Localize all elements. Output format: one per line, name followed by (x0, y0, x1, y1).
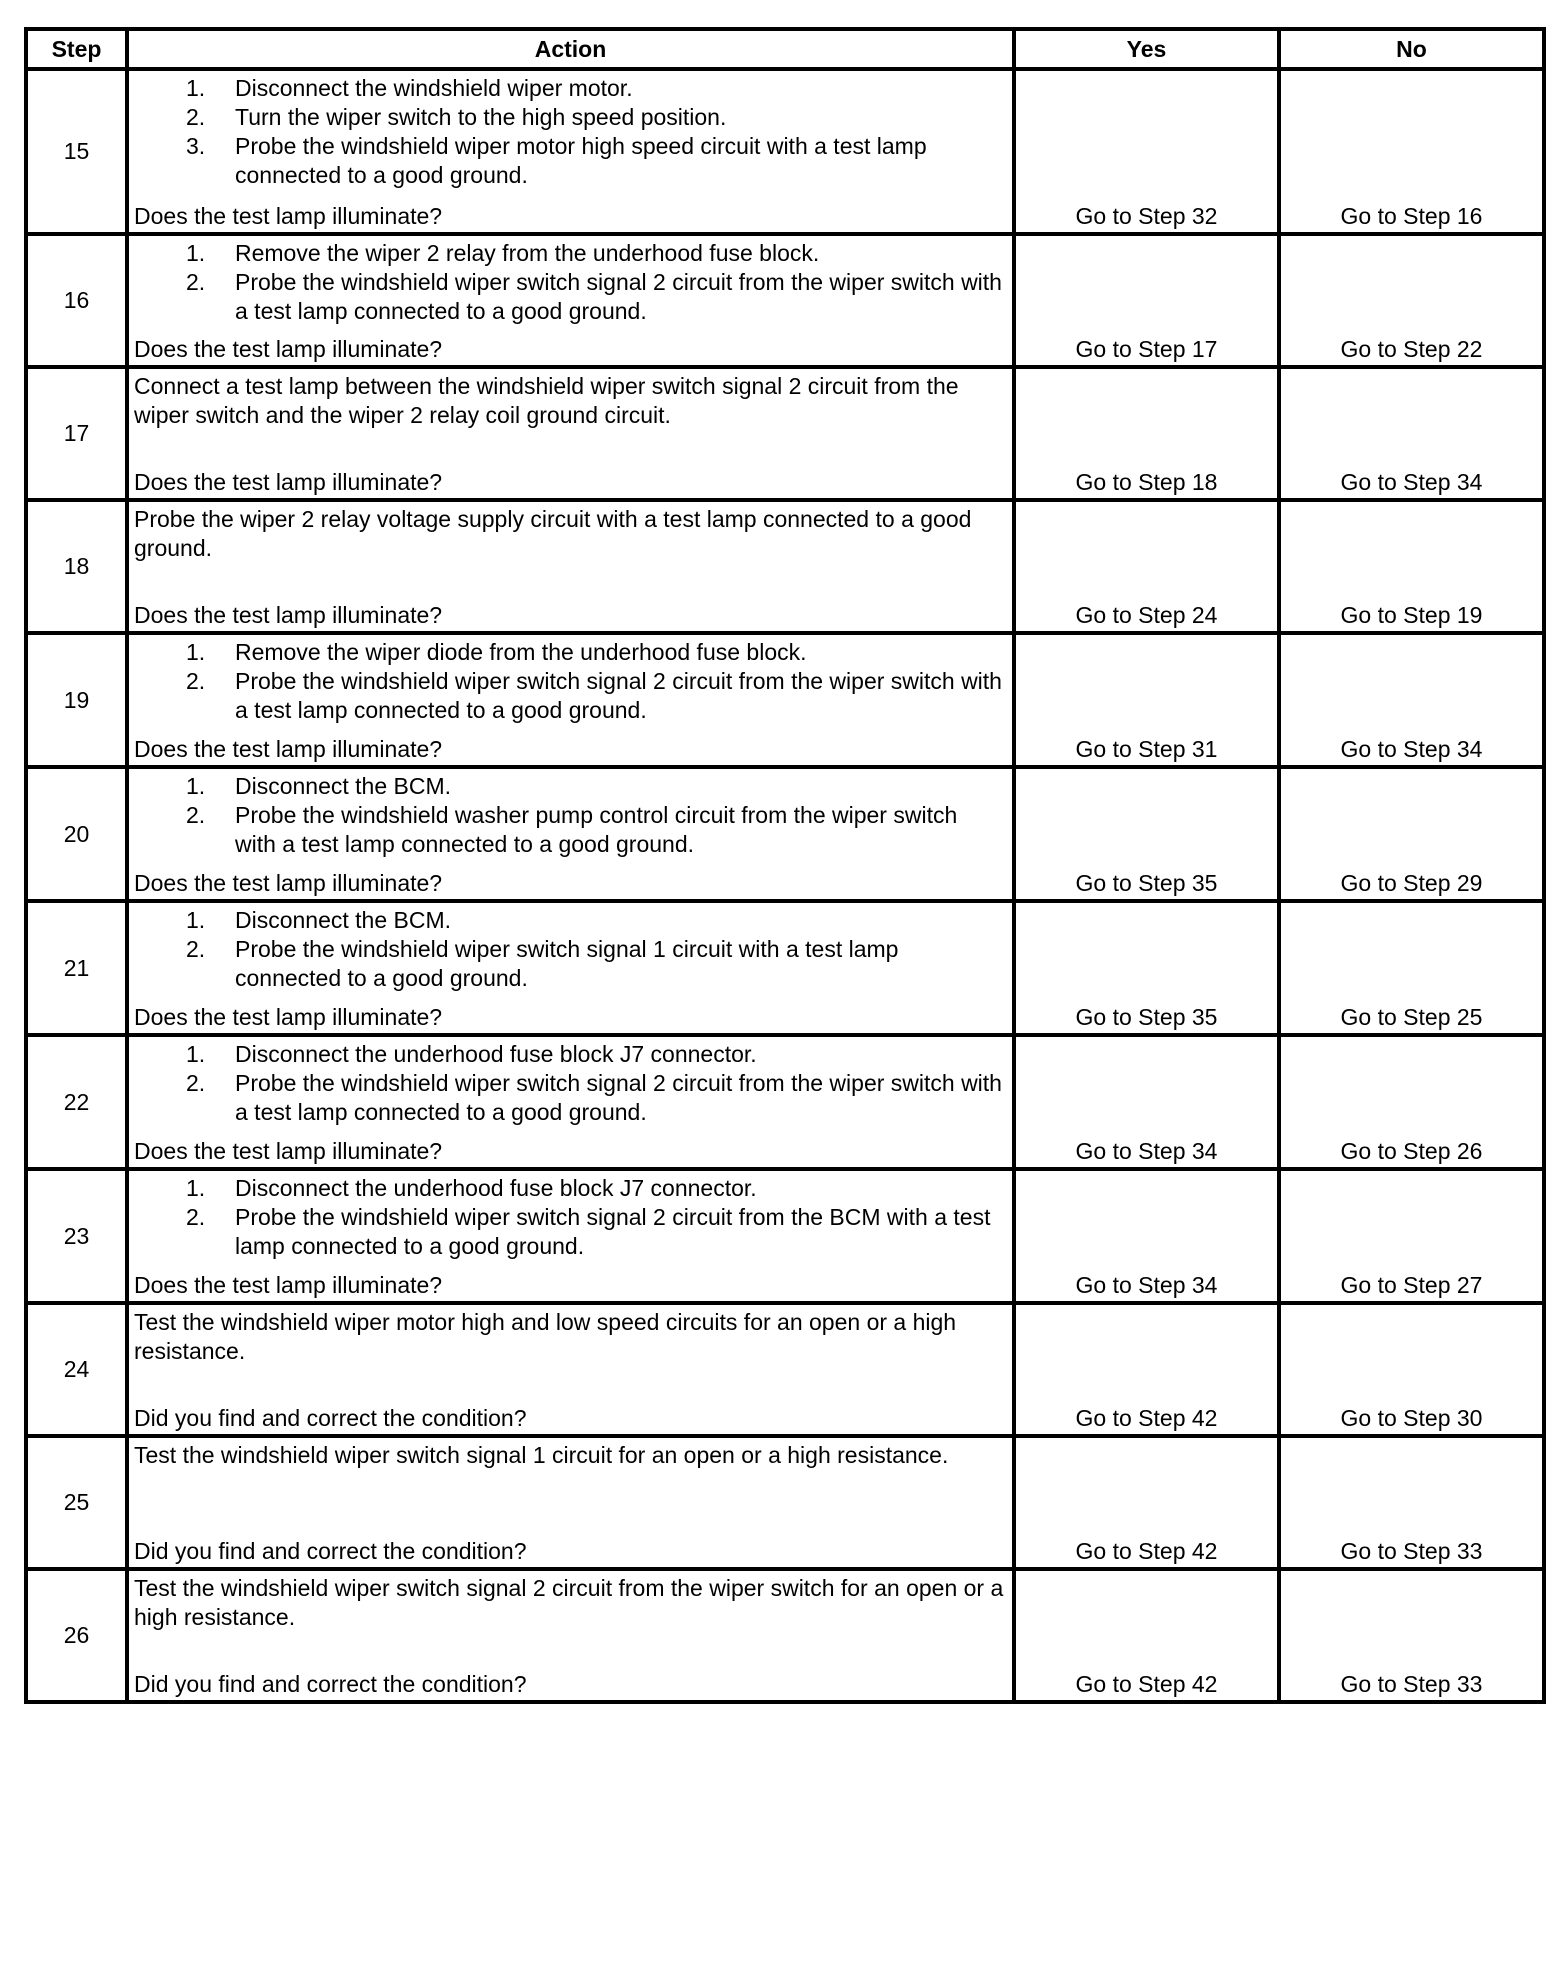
instruction-item (134, 801, 1004, 859)
step-number: 22 (26, 1035, 127, 1169)
action-instructions (129, 1305, 1012, 1366)
action-question: Does the test lamp illuminate? (134, 736, 443, 762)
no-cell (1279, 1169, 1544, 1303)
no-cell (1279, 1303, 1544, 1436)
step-number: 20 (26, 767, 127, 901)
yes-cell (1014, 1035, 1279, 1169)
action-cell (127, 633, 1014, 767)
no-goto-link: Go to Step 16 (1340, 203, 1483, 229)
instruction-number: 3. (186, 133, 206, 159)
table-row (26, 1436, 1544, 1569)
step-number: 17 (26, 367, 127, 500)
action-instructions (129, 236, 1012, 326)
instruction-number: 1. (186, 240, 206, 266)
step-number: 21 (26, 901, 127, 1035)
action-text: Probe the wiper 2 relay voltage supply circuit with a test lamp connected to a good ground. (134, 506, 972, 561)
table-body (26, 69, 1544, 1702)
table-row (26, 1169, 1544, 1303)
no-goto-link: Go to Step 22 (1340, 336, 1483, 362)
action-question: Does the test lamp illuminate? (134, 870, 443, 896)
table-row (26, 1569, 1544, 1702)
no-goto-link: Go to Step 30 (1340, 1405, 1483, 1431)
header-step: Step (26, 29, 127, 69)
yes-cell (1014, 500, 1279, 633)
instruction-text: Probe the windshield wiper motor high speed circuit with a test lamp connected to a good ground. (235, 133, 927, 188)
yes-cell (1014, 767, 1279, 901)
no-cell (1279, 367, 1544, 500)
yes-goto-link: Go to Step 42 (1075, 1538, 1218, 1564)
instruction-list (134, 1174, 1004, 1261)
instruction-number: 1. (186, 1175, 206, 1201)
instruction-text: Remove the wiper 2 relay from the underhood fuse block. (235, 240, 820, 266)
table-header (26, 29, 1544, 69)
yes-goto-link: Go to Step 18 (1075, 469, 1218, 495)
action-instructions (129, 1171, 1012, 1261)
yes-goto-link: Go to Step 24 (1075, 602, 1218, 628)
header-yes: Yes (1014, 29, 1279, 69)
yes-cell (1014, 1169, 1279, 1303)
action-cell (127, 69, 1014, 234)
instruction-item (134, 132, 1004, 190)
table-row (26, 633, 1544, 767)
action-cell (127, 1035, 1014, 1169)
instruction-item (134, 935, 1004, 993)
no-goto-link: Go to Step 25 (1340, 1004, 1483, 1030)
table-row (26, 234, 1544, 367)
instruction-number: 1. (186, 773, 206, 799)
table-row (26, 901, 1544, 1035)
action-question: Did you find and correct the condition? (134, 1405, 527, 1431)
action-instructions (129, 769, 1012, 859)
instruction-text: Probe the windshield wiper switch signal 2 circuit from the wiper switch with a test lamp connected to a good ground. (235, 269, 1002, 324)
instruction-number: 2. (186, 269, 206, 295)
instruction-number: 2. (186, 104, 206, 130)
step-number: 18 (26, 500, 127, 633)
instruction-list (134, 638, 1004, 725)
action-cell (127, 1303, 1014, 1436)
yes-goto-link: Go to Step 17 (1075, 336, 1218, 362)
yes-cell (1014, 69, 1279, 234)
instruction-list (134, 74, 1004, 190)
action-instructions (129, 903, 1012, 993)
no-cell (1279, 500, 1544, 633)
instruction-list (134, 1040, 1004, 1127)
header-action: Action (127, 29, 1014, 69)
yes-goto-link: Go to Step 34 (1075, 1138, 1218, 1164)
table-row (26, 69, 1544, 234)
no-goto-link: Go to Step 34 (1340, 469, 1483, 495)
no-goto-link: Go to Step 33 (1340, 1538, 1483, 1564)
step-number: 23 (26, 1169, 127, 1303)
step-number: 15 (26, 69, 127, 234)
no-cell (1279, 1569, 1544, 1702)
action-instructions (129, 635, 1012, 725)
instruction-number: 2. (186, 936, 206, 962)
action-cell (127, 234, 1014, 367)
yes-goto-link: Go to Step 35 (1075, 1004, 1218, 1030)
table-row (26, 1035, 1544, 1169)
instruction-text: Disconnect the BCM. (235, 773, 452, 799)
instruction-item (134, 268, 1004, 326)
yes-goto-link: Go to Step 32 (1075, 203, 1218, 229)
instruction-item (134, 239, 1004, 268)
no-cell (1279, 1436, 1544, 1569)
instruction-text: Turn the wiper switch to the high speed position. (235, 104, 727, 130)
action-question: Did you find and correct the condition? (134, 1671, 527, 1697)
action-question: Does the test lamp illuminate? (134, 1272, 443, 1298)
yes-cell (1014, 1569, 1279, 1702)
header-no: No (1279, 29, 1544, 69)
action-cell (127, 1169, 1014, 1303)
action-instructions (129, 71, 1012, 190)
instruction-text: Probe the windshield washer pump control circuit from the wiper switch with a test lamp connected to a good ground. (235, 802, 958, 857)
instruction-list (134, 772, 1004, 859)
table-row (26, 367, 1544, 500)
action-text: Test the windshield wiper switch signal 2 circuit from the wiper switch for an open or a high resistance. (134, 1575, 1004, 1630)
yes-goto-link: Go to Step 35 (1075, 870, 1218, 896)
no-cell (1279, 69, 1544, 234)
yes-cell (1014, 633, 1279, 767)
action-instructions (129, 1438, 1012, 1470)
action-question: Does the test lamp illuminate? (134, 336, 443, 362)
yes-goto-link: Go to Step 34 (1075, 1272, 1218, 1298)
action-cell (127, 901, 1014, 1035)
no-goto-link: Go to Step 19 (1340, 602, 1483, 628)
no-goto-link: Go to Step 33 (1340, 1671, 1483, 1697)
no-goto-link: Go to Step 29 (1340, 870, 1483, 896)
instruction-text: Remove the wiper diode from the underhood fuse block. (235, 639, 807, 665)
yes-goto-link: Go to Step 31 (1075, 736, 1218, 762)
action-cell (127, 367, 1014, 500)
instruction-number: 1. (186, 907, 206, 933)
no-goto-link: Go to Step 34 (1340, 736, 1483, 762)
action-question: Does the test lamp illuminate? (134, 1138, 443, 1164)
no-cell (1279, 234, 1544, 367)
action-cell (127, 1436, 1014, 1569)
instruction-number: 1. (186, 639, 206, 665)
instruction-item (134, 638, 1004, 667)
action-instructions (129, 369, 1012, 430)
instruction-list (134, 239, 1004, 326)
action-instructions (129, 502, 1012, 563)
yes-cell (1014, 1303, 1279, 1436)
no-cell (1279, 901, 1544, 1035)
action-text: Test the windshield wiper motor high and low speed circuits for an open or a high resistance. (134, 1309, 957, 1364)
no-goto-link: Go to Step 27 (1340, 1272, 1483, 1298)
instruction-text: Probe the windshield wiper switch signal 2 circuit from the wiper switch with a test lamp connected to a good ground. (235, 1070, 1002, 1125)
instruction-text: Probe the windshield wiper switch signal 2 circuit from the BCM with a test lamp connected to a good ground. (235, 1204, 991, 1259)
instruction-item (134, 772, 1004, 801)
action-question: Does the test lamp illuminate? (134, 469, 443, 495)
action-cell (127, 1569, 1014, 1702)
instruction-item (134, 906, 1004, 935)
no-cell (1279, 633, 1544, 767)
action-text: Test the windshield wiper switch signal 1 circuit for an open or a high resistance. (134, 1442, 949, 1468)
action-instructions (129, 1037, 1012, 1127)
instruction-text: Disconnect the windshield wiper motor. (235, 75, 633, 101)
action-question: Does the test lamp illuminate? (134, 203, 443, 229)
instruction-item (134, 74, 1004, 103)
instruction-item (134, 667, 1004, 725)
instruction-text: Probe the windshield wiper switch signal 2 circuit from the wiper switch with a test lamp connected to a good ground. (235, 668, 1002, 723)
action-instructions (129, 1571, 1012, 1632)
instruction-number: 1. (186, 1041, 206, 1067)
step-number: 25 (26, 1436, 127, 1569)
action-question: Does the test lamp illuminate? (134, 1004, 443, 1030)
step-number: 24 (26, 1303, 127, 1436)
yes-cell (1014, 901, 1279, 1035)
header-row (26, 29, 1544, 69)
diagnostic-table (24, 27, 1546, 1704)
instruction-item (134, 1174, 1004, 1203)
table-row (26, 1303, 1544, 1436)
action-cell (127, 767, 1014, 901)
action-cell (127, 500, 1014, 633)
step-number: 19 (26, 633, 127, 767)
instruction-item (134, 103, 1004, 132)
step-number: 16 (26, 234, 127, 367)
instruction-item (134, 1069, 1004, 1127)
instruction-number: 1. (186, 75, 206, 101)
instruction-number: 2. (186, 1070, 206, 1096)
instruction-number: 2. (186, 1204, 206, 1230)
action-question: Did you find and correct the condition? (134, 1538, 527, 1564)
no-goto-link: Go to Step 26 (1340, 1138, 1483, 1164)
yes-cell (1014, 367, 1279, 500)
yes-goto-link: Go to Step 42 (1075, 1671, 1218, 1697)
instruction-item (134, 1040, 1004, 1069)
action-question: Does the test lamp illuminate? (134, 602, 443, 628)
yes-cell (1014, 1436, 1279, 1569)
table-row (26, 500, 1544, 633)
table-row (26, 767, 1544, 901)
action-text: Connect a test lamp between the windshield wiper switch signal 2 circuit from the wiper switch and the wiper 2 relay coil ground circuit. (134, 373, 959, 428)
instruction-number: 2. (186, 668, 206, 694)
instruction-item (134, 1203, 1004, 1261)
yes-cell (1014, 234, 1279, 367)
instruction-text: Probe the windshield wiper switch signal 1 circuit with a test lamp connected to a good ground. (235, 936, 899, 991)
instruction-number: 2. (186, 802, 206, 828)
instruction-text: Disconnect the underhood fuse block J7 connector. (235, 1041, 757, 1067)
instruction-text: Disconnect the underhood fuse block J7 connector. (235, 1175, 757, 1201)
no-cell (1279, 767, 1544, 901)
instruction-text: Disconnect the BCM. (235, 907, 452, 933)
no-cell (1279, 1035, 1544, 1169)
instruction-list (134, 906, 1004, 993)
step-number: 26 (26, 1569, 127, 1702)
yes-goto-link: Go to Step 42 (1075, 1405, 1218, 1431)
